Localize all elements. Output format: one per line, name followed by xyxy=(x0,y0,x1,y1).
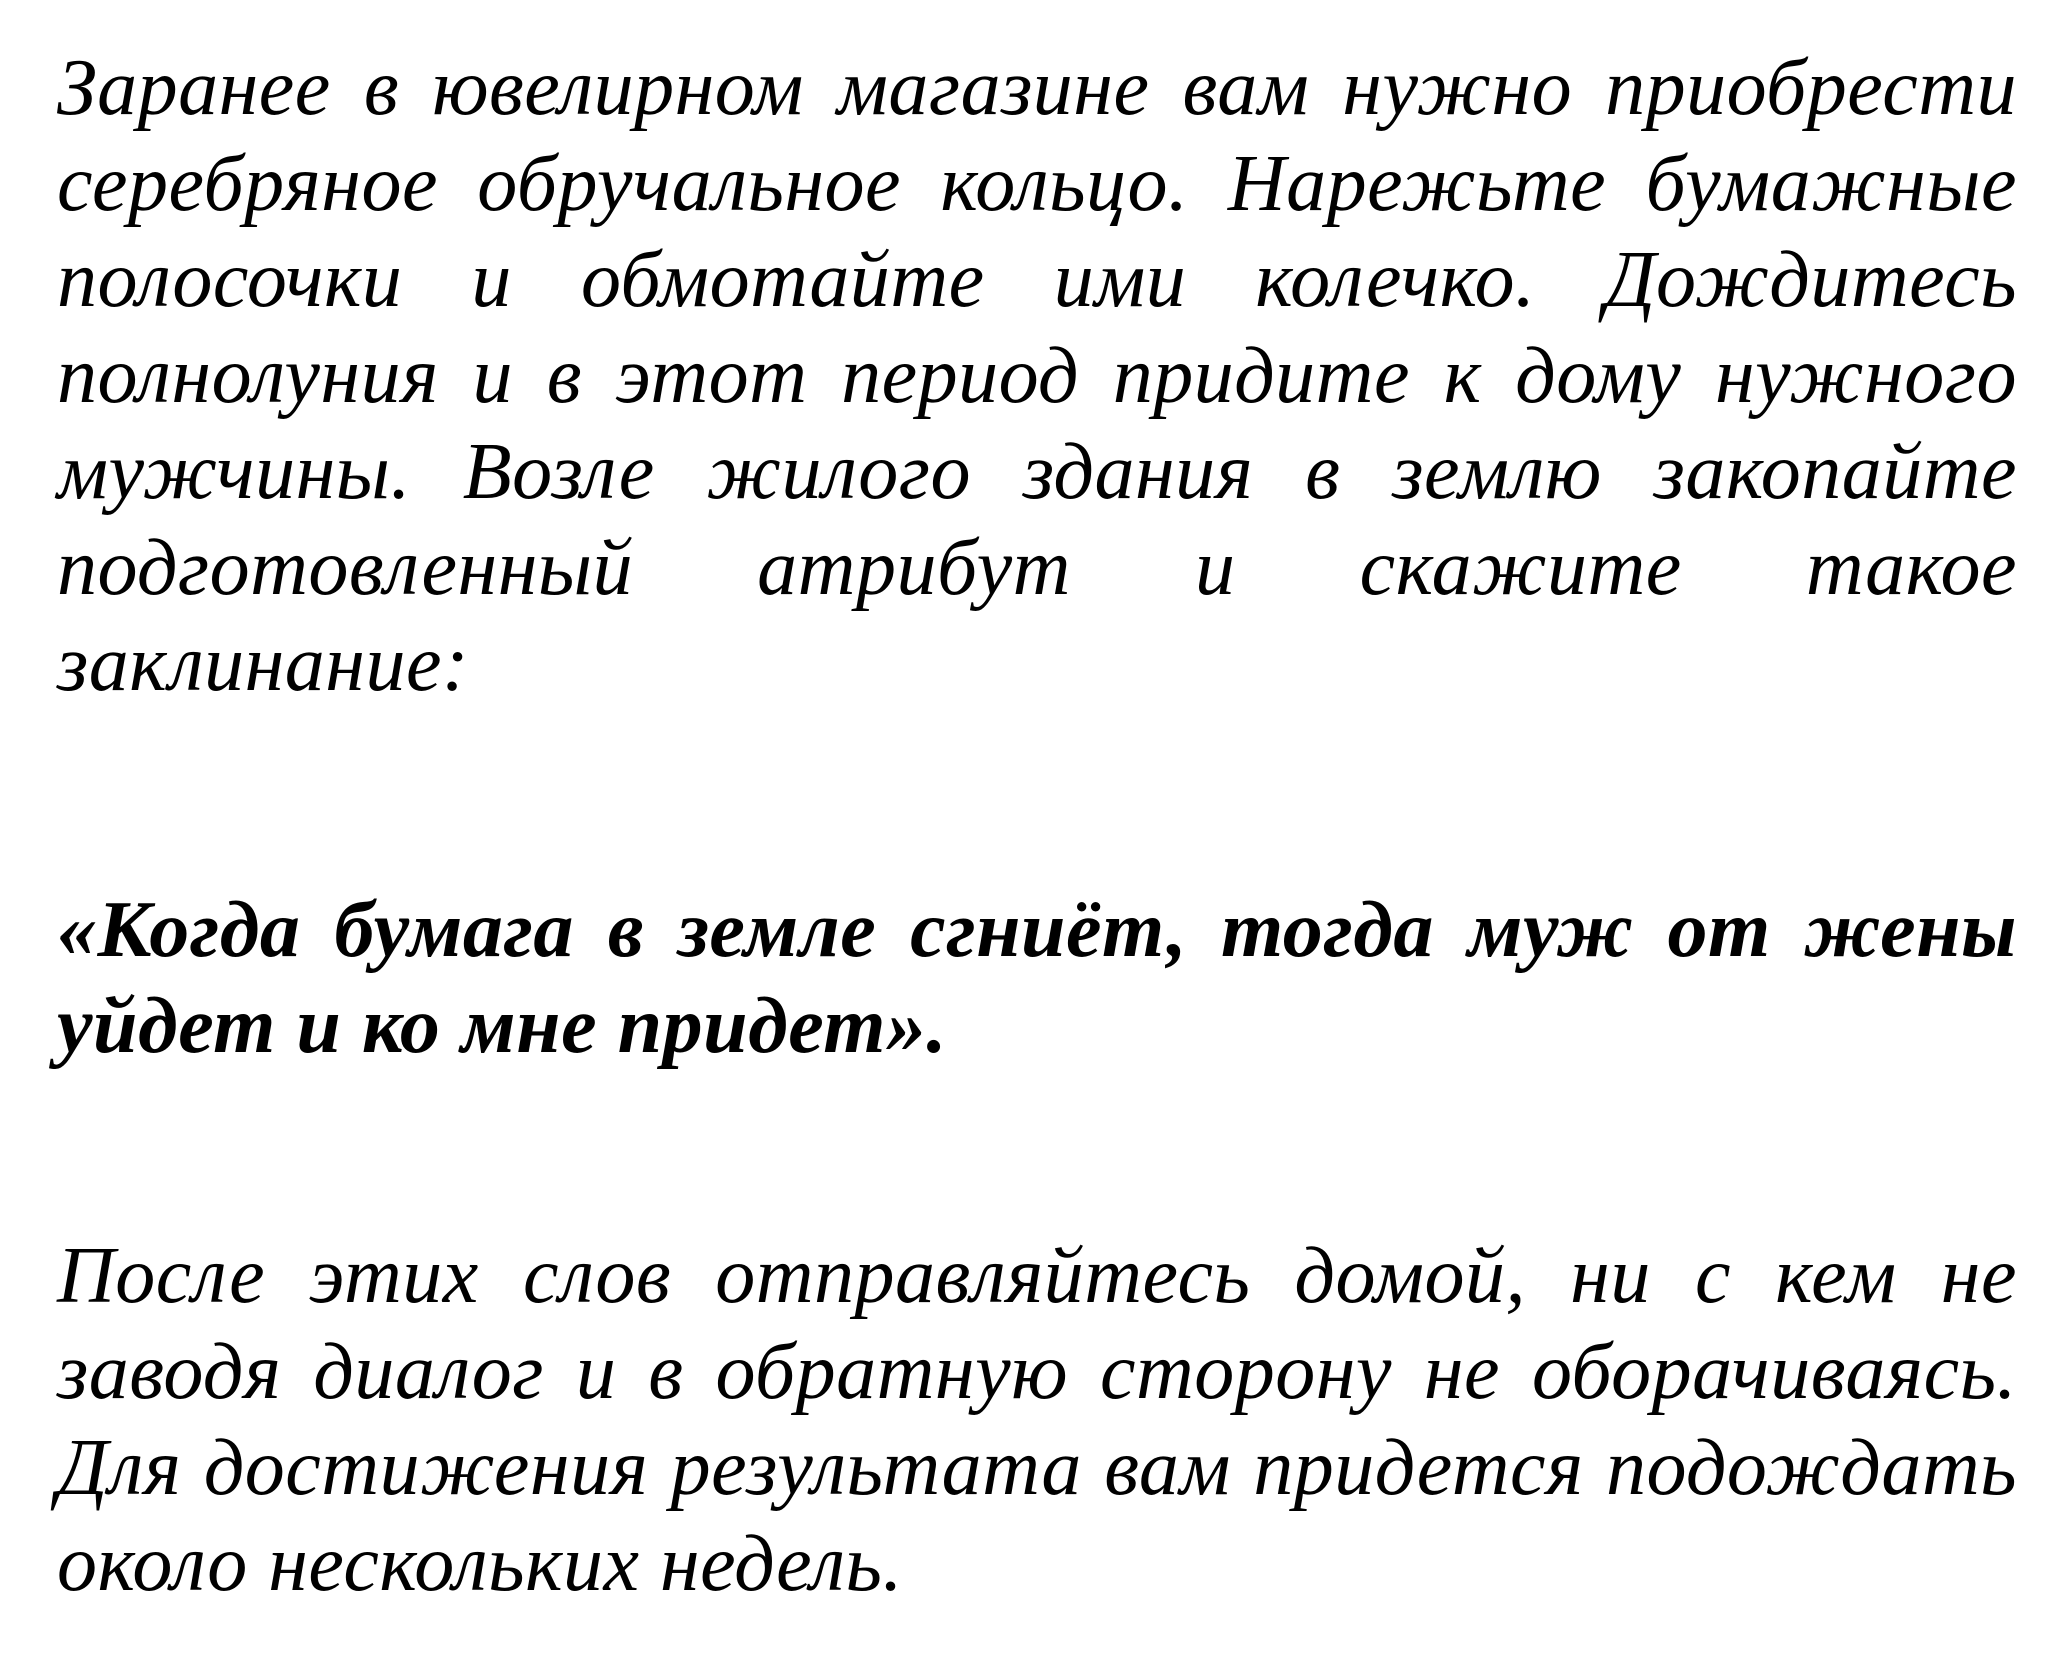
closing-paragraph: После этих слов отправляйтесь домой, ни с кем не заводя диалог и в обратную сторону не оборачиваясь. Для достижения результата вам придется подождать около нескольких недель. xyxy=(57,1232,2017,1608)
intro-paragraph: Заранее в ювелирном магазине вам нужно приобрести серебряное обручальное кольцо. Нарежьте бумажные полосочки и обмотайте ими колечко. Дождитесь полнолуния и в этот период придите к дому нужного мужчины. Возле жилого здания в землю закопайте подготовленный атрибут и скажите такое заклинание: xyxy=(57,44,2017,708)
spell-paragraph: «Когда бумага в земле сгниёт, тогда муж от жены уйдет и ко мне придет». xyxy=(57,886,2017,1070)
